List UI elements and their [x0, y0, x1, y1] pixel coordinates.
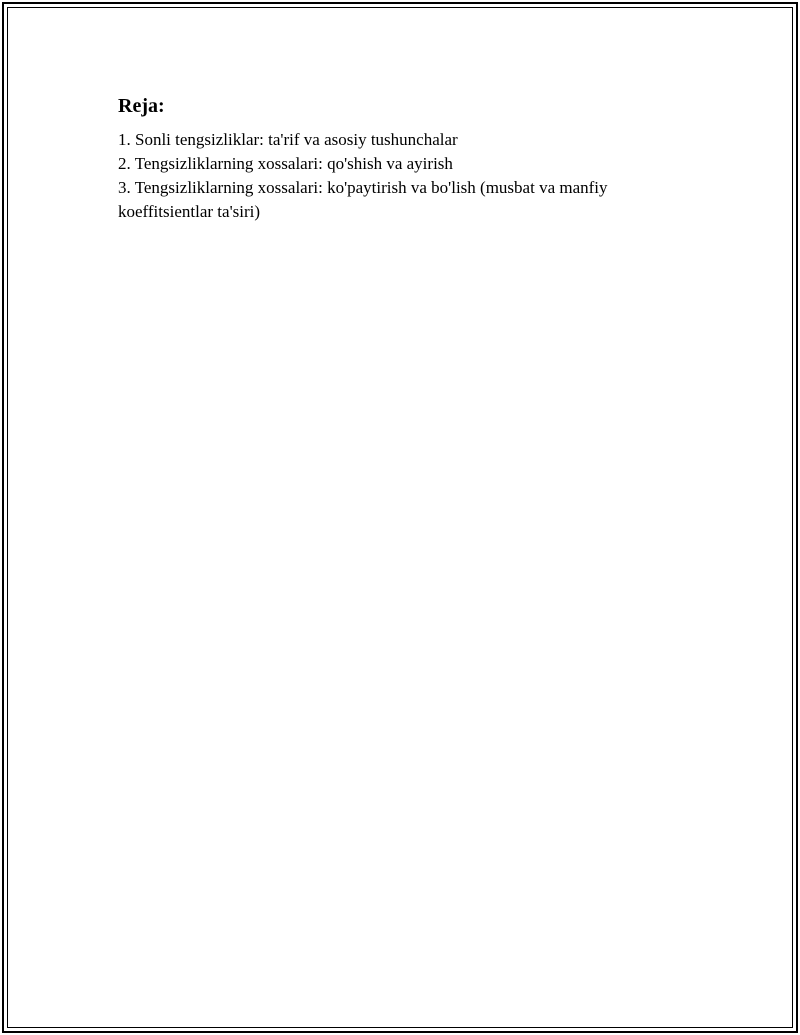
plan-heading: Reja:: [118, 95, 165, 117]
plan-list: [118, 128, 678, 224]
plan-item: 1. Sonli tengsizliklar: ta'rif va asosiy tushunchalar: [118, 130, 458, 149]
plan-item: 3. Tengsizliklarning xossalari: ko'paytirish va bo'lish (musbat va manfiy koeffitsientlar ta'siri): [118, 178, 608, 221]
plan-item: 2. Tengsizliklarning xossalari: qo'shish va ayirish: [118, 154, 453, 173]
document-body: [118, 93, 678, 224]
